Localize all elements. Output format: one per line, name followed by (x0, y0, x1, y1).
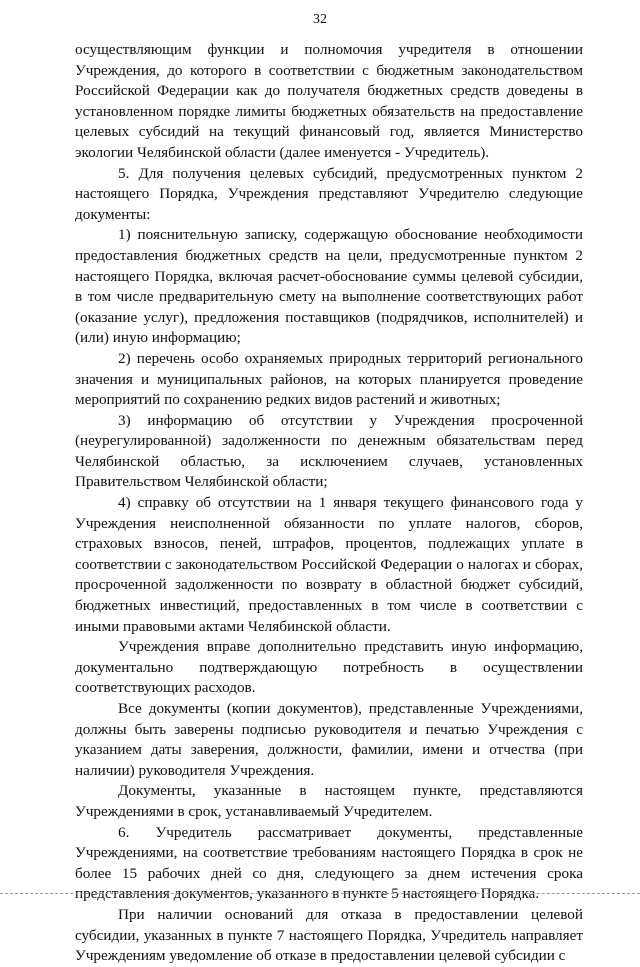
page-number: 32 (313, 12, 327, 27)
paragraph-item-6: 6. Учредитель рассматривает документы, представленные Учреждениями, на соответствие требованиям настоящего Порядка в срок не более 15 рабочих дней со дня, следующего за днем истечения срока представления документов, указанного в пункте 5 настоящего Порядка. (75, 823, 583, 903)
paragraph-deadline: Документы, указанные в настоящем пункте, представляются Учреждениями в срок, устанавливаемый Учредителем. (75, 782, 583, 820)
list-item-3: 3) информацию об отсутствии у Учреждения просроченной (неурегулированной) задолженности по денежным обязательствам перед Челябинской областью, за исключением случаев, установленных Правительством Челябинской области; (75, 411, 583, 491)
document-body (75, 40, 583, 967)
paragraph-certification: Все документы (копии документов), представленные Учреждениями, должны быть заверены подписью руководителя и печатью Учреждения с указанием даты заверения, должности, фамилии, имени и отчества (при наличии) руководителя Учреждения. (75, 700, 583, 779)
paragraph-additional-info: Учреждения вправе дополнительно представить иную информацию, документально подтверждающую потребность в осуществлении соответствующих расходов. (75, 638, 583, 697)
paragraph-item-5: 5. Для получения целевых субсидий, предусмотренных пунктом 2 настоящего Порядка, Учреждения представляют Учредителю следующие документы: (75, 164, 583, 223)
paragraph-continuation: осуществляющим функции и полномочия учредителя в отношении Учреждения, до которого в соответствии с бюджетным законодательством Российской Федерации как до получателя бюджетных средств доведены в установленном порядке лимиты бюджетных обязательств на предоставление целевых субсидий на текущий финансовый год, является Министерство экологии Челябинской области (далее именуется - Учредитель). (75, 41, 583, 161)
paragraph-refusal: При наличии оснований для отказа в предоставлении целевой субсидии, указанных в пункте 7 настоящего Порядка, Учредитель направляет Учреждениям уведомление об отказе в предоставлении целевой субсидии с (75, 905, 583, 965)
list-item-4: 4) справку об отсутствии на 1 января текущего финансового года у Учреждения неисполненной обязанности по уплате налогов, сборов, страховых взносов, пеней, штрафов, процентов, подлежащих уплате в соответствии с законодательством Российской Федерации о налогах и сборах, просроченной задолженности по возврату в областной бюджет субсидий, бюджетных инвестиций, предоставленных в том числе в соответствии с иными правовыми актами Челябинской области. (75, 494, 583, 635)
page-bottom-divider (0, 893, 640, 894)
list-item-2: 2) перечень особо охраняемых природных территорий регионального значения и муниципальных районов, на которых планируется проведение мероприятий по сохранению редких видов растений и животных; (75, 349, 583, 409)
list-item-1: 1) пояснительную записку, содержащую обоснование необходимости предоставления бюджетных средств на цели, предусмотренные пунктом 2 настоящего Порядка, включая расчет-обоснование суммы целевой субсидии, в том числе предварительную смету на выполнение соответствующих работ (оказание услуг), предложения поставщиков (подрядчиков, исполнителей) и (или) иную информацию; (75, 226, 583, 347)
